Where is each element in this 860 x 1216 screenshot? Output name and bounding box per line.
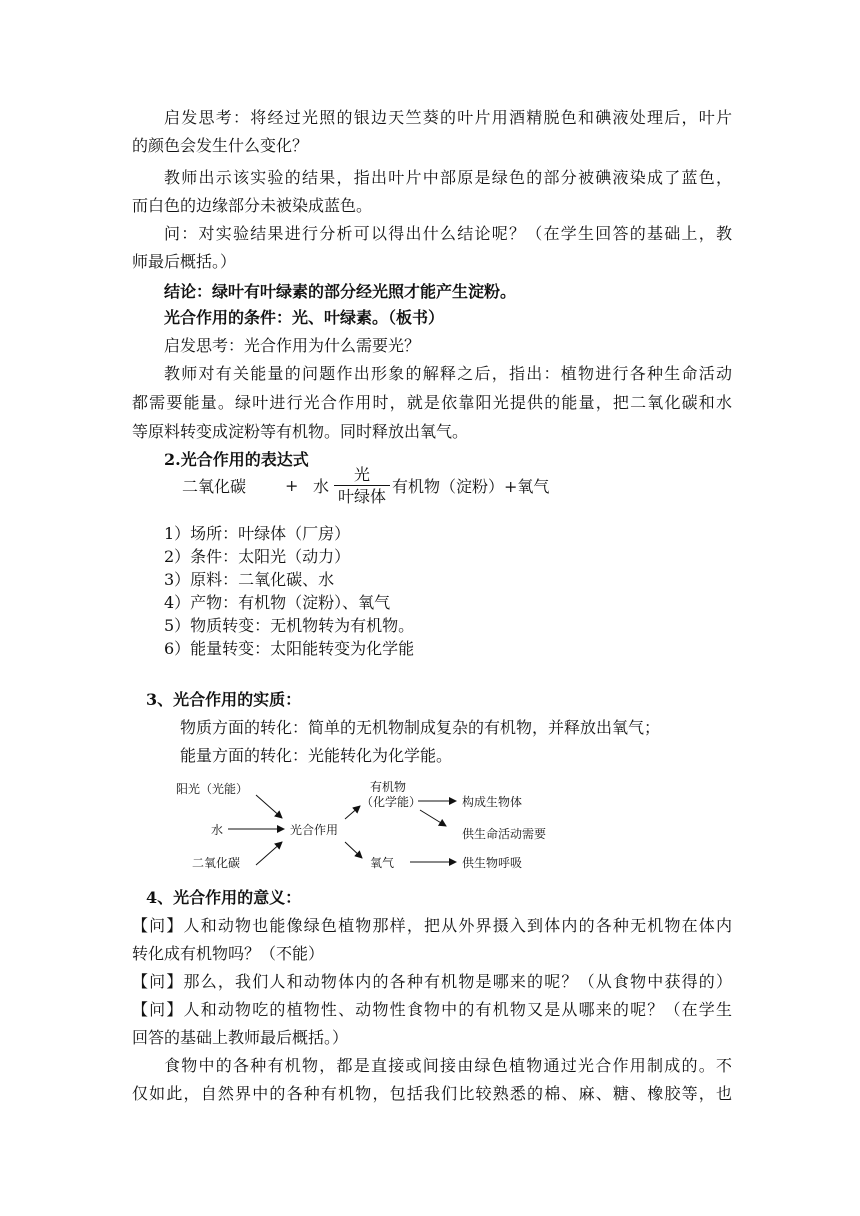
condition-text: 光合作用的条件：光、叶绿素。（板书） — [164, 308, 445, 327]
diagram-oxygen-label: 氧气 — [370, 856, 395, 870]
diagram-life-activity-label: 供生命活动需要 — [462, 827, 547, 841]
paragraph-question-line-1: 问：对实验结果进行分析可以得出什么结论呢？（在学生回答的基础上，教 — [164, 224, 732, 243]
paragraph-energy-line-2: 都需要能量。绿叶进行光合作用时，就是依靠阳光提供的能量，把二氧化碳和水 — [132, 393, 732, 412]
paragraph-energy-line-3: 等原料转变成淀粉等有机物。同时释放出氧气。 — [132, 422, 469, 441]
equation-reactant-co2: 二氧化碳 — [182, 477, 247, 496]
section-4-heading: 4、光合作用的意义： — [146, 888, 302, 907]
paragraph-prompt-line-2: 的颜色会发生什么变化？ — [132, 136, 309, 155]
arrow-organic-to-life — [420, 810, 446, 826]
question-3-line-1: 【问】人和动物吃的植物性、动物性食物中的有机物又是从哪来的呢？（在学生 — [132, 1000, 732, 1019]
paragraph-organic-source-line-1: 食物中的各种有机物，都是直接或间接由绿色植物通过光合作用制成的。不 — [164, 1056, 732, 1075]
section-3-energy-line: 能量方面的转化：光能转化为化学能。 — [180, 746, 453, 765]
paragraph-question-line-2: 师最后概括。） — [132, 252, 237, 271]
list-item: 6）能量转变：太阳能转变为化学能 — [164, 639, 415, 658]
diagram-water-label: 水 — [211, 823, 224, 837]
diagram-co2-label: 二氧化碳 — [192, 856, 241, 870]
question-3-line-2: 回答的基础上教师最后概括。） — [132, 1028, 349, 1047]
list-item: 5）物质转变：无机物转为有机物。 — [164, 616, 415, 635]
equation-condition-chloroplast: 叶绿体 — [337, 487, 386, 506]
equation-plus: + — [285, 476, 299, 495]
paragraph-result-line-1: 教师出示该实验的结果，指出叶片中部原是绿色的部分被碘液染成了蓝色， — [164, 168, 732, 187]
list-item: 4）产物：有机物（淀粉）、氧气 — [164, 593, 391, 612]
paragraph-why-light: 启发思考：光合作用为什么需要光？ — [164, 336, 421, 355]
question-1-line-2: 转化成有机物吗？（不能） — [132, 944, 325, 963]
diagram-chemical-energy-label: （化学能） — [361, 795, 422, 809]
section-2-heading: 2.光合作用的表达式 — [164, 450, 309, 469]
arrow-center-to-organic — [345, 806, 360, 819]
question-1-line-1: 【问】人和动物也能像绿色植物那样，把从外界摄入到体内的各种无机物在体内 — [132, 916, 732, 935]
paragraph-prompt-line-1: 启发思考：将经过光照的银边天竺葵的叶片用酒精脱色和碘液处理后，叶片 — [164, 108, 732, 127]
arrow-co2-to-center — [256, 842, 282, 865]
question-2-line: 【问】那么，我们人和动物体内的各种有机物是哪来的呢？（从食物中获得的） — [132, 972, 732, 991]
section-3-heading: 3、光合作用的实质： — [146, 690, 302, 709]
list-item: 1）场所：叶绿体（厂房） — [164, 524, 351, 543]
diagram-build-body-label: 构成生物体 — [462, 795, 523, 809]
paragraph-organic-source-line-2: 仅如此，自然界中的各种有机物，包括我们比较熟悉的棉、麻、糖、橡胶等，也 — [132, 1084, 732, 1103]
paragraph-result-line-2: 而白色的边缘部分未被染成蓝色。 — [132, 196, 373, 215]
list-item: 2）条件：太阳光（动力） — [164, 547, 351, 566]
diagram-sunlight-label: 阳光（光能） — [176, 782, 249, 796]
diagram-organic-label: 有机物 — [370, 780, 407, 794]
conclusion-text: 结论：绿叶有叶绿素的部分经光照才能产生淀粉。 — [164, 282, 517, 301]
arrow-center-to-oxygen — [345, 842, 362, 858]
paragraph-energy-line-1: 教师对有关能量的问题作出形象的解释之后，指出：植物进行各种生命活动 — [164, 364, 732, 383]
section-3-material-line: 物质方面的转化：简单的无机物制成复杂的有机物，并释放出氧气； — [180, 718, 661, 737]
equation-reactant-water: 水 — [313, 477, 330, 496]
equation-condition-light: 光 — [353, 465, 370, 484]
list-item: 3）原料：二氧化碳、水 — [164, 570, 335, 589]
diagram-respiration-label: 供生物呼吸 — [462, 856, 523, 870]
diagram-center-label: 光合作用 — [290, 823, 339, 837]
arrow-sunlight-to-center — [256, 795, 282, 818]
equation-products: 有机物（淀粉）+氧气 — [392, 477, 550, 496]
